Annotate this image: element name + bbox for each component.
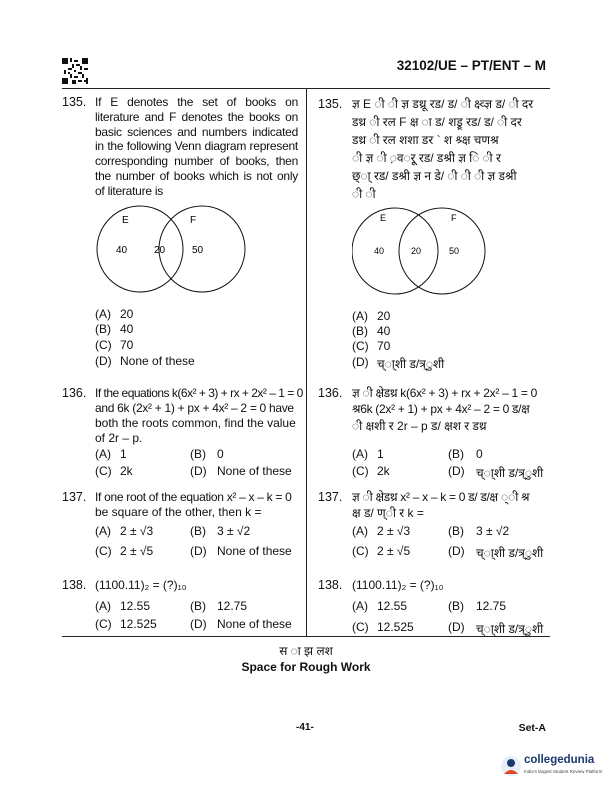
paper-code: 32102/UE – PT/ENT – M [396,58,546,73]
question-text: both the roots common, find the value [95,416,296,430]
option-text: 70 [120,338,134,352]
set-e-circle [352,208,438,294]
left-bottom-divider [62,636,306,637]
option-label: (C) [95,464,112,478]
option-text: 1 [120,447,127,461]
option-label: (C) [352,620,369,634]
option-text: None of these [217,464,292,478]
set-e-circle [97,206,183,292]
option-text: 12.55 [377,599,408,613]
rough-work-heading-hindi: स ा झ लश [279,644,333,658]
option-text: 70 [377,339,391,353]
question-text: and 6k (2x² + 1) + px + 4x² – 2 = 0 have [95,401,294,415]
collegedunia-logo-text: collegedunia [524,754,595,766]
option-text: 2k [120,464,133,478]
set-f-label: F [451,213,457,223]
option-text: 2 ± √5 [120,544,154,558]
option-label: (D) [190,617,207,631]
only-f-value: 50 [192,245,204,256]
option-text: 3 ± √2 [476,524,510,538]
question-number: 137. [318,490,343,504]
qr-code-icon [62,58,88,84]
question-text-hindi: ी ी [352,187,376,201]
question-text-hindi: ज्ञ E ी ी ज्ञ डथ्रू रड/ ड/ ी क्ष्व्ज्ञ ड/ ी दर [352,97,534,111]
option-text: 40 [377,324,391,338]
option-text: 20 [377,309,391,323]
option-label: (A) [95,307,111,321]
option-label: (B) [190,447,206,461]
option-label: (B) [448,599,464,613]
option-text-hindi: च्ा्शी ड/त्र्ुशी [476,546,544,560]
option-label: (C) [352,339,369,353]
option-label: (A) [352,599,368,613]
option-label: (D) [448,544,465,558]
option-text: 0 [476,447,483,461]
option-label: (C) [95,544,112,558]
question-number: 137. [62,490,87,504]
option-text: 12.525 [120,617,157,631]
option-label: (C) [95,338,112,352]
intersection-value: 20 [411,246,422,256]
option-label: (D) [95,354,112,368]
question-number: 135. [318,97,343,111]
option-label: (A) [352,309,368,323]
option-label: (A) [95,524,111,538]
option-label: (B) [190,524,206,538]
venn-diagram [95,205,270,295]
set-f-label: F [190,215,197,226]
option-label: (D) [190,464,207,478]
option-text-hindi: च्ा्शी ड/त्र्ुशी [476,622,544,636]
option-text: 2k [377,464,390,478]
option-text: 40 [120,322,134,336]
question-text-hindi: क्ष ड/ ण्ी र k = [352,506,424,520]
option-text: None of these [120,354,195,368]
question-text-hindi: ी क्षशी र 2r – p ड/ क्षश र डथ्र [352,419,487,433]
option-label: (B) [190,599,206,613]
page-number: -41- [296,722,314,733]
option-label: (B) [448,447,464,461]
question-number: 138. [62,578,87,592]
option-text: 12.55 [120,599,151,613]
option-text: 2 ± √5 [377,544,411,558]
option-text: 0 [217,447,224,461]
only-e-value: 40 [374,246,385,256]
option-text: 1 [377,447,384,461]
only-e-value: 40 [116,245,128,256]
question-text: (1100.11)₂ = (?)₁₀ [352,578,444,592]
option-label: (B) [95,322,111,336]
question-text: be square of the other, then k = [95,505,262,519]
collegedunia-tagline: India's largest Student Review Platform [524,769,603,774]
question-text-hindi: डथ्र ी रल F क्ष ा ड/ शड्रू रड/ ड/ ी दर [352,115,522,129]
option-label: (D) [190,544,207,558]
question-text: (1100.11)₂ = (?)₁₀ [95,578,187,592]
question-number: 135. [62,95,87,109]
set-label: Set-A [518,722,546,734]
option-label: (A) [95,599,111,613]
question-text: If the equations k(6x² + 3) + rx + 2x² – 1 = 0 [95,386,303,400]
question-text-hindi: डथ्र ी रल शशा डर ` श श्र्क्ष चणश्र [352,133,499,147]
option-label: (A) [95,447,111,461]
option-text: 2 ± √3 [377,524,411,538]
option-label: (D) [448,464,465,478]
question-text: If E denotes the set of books on literature and F denotes the books on basic sciences and numbers indicated in the following Venn diagram represent corresponding number of books, then the number of books which is not only of literature is [95,95,298,198]
option-label: (C) [352,464,369,478]
option-text: 20 [120,307,134,321]
set-e-label: E [122,215,129,226]
option-label: (B) [352,324,368,338]
venn-diagram [352,207,502,297]
intersection-value: 20 [154,245,166,256]
question-number: 136. [62,386,87,400]
question-number: 136. [318,386,343,400]
option-label: (D) [352,355,369,369]
question-text-hindi: ी ज्ञ ी ़वर्ू रड/ डश्री ज्ञ ि ी र [352,151,501,165]
option-label: (C) [95,617,112,631]
question-text: of 2r – p. [95,431,143,445]
collegedunia-logo-icon [500,754,522,778]
option-text: None of these [217,617,292,631]
option-text-hindi: च्ा्शी ड/त्र्ुशी [377,357,445,371]
option-text: 12.525 [377,620,414,634]
set-e-label: E [380,213,387,223]
option-text: 12.75 [476,599,507,613]
option-label: (A) [352,447,368,461]
only-f-value: 50 [449,246,460,256]
option-label: (C) [352,544,369,558]
question-text-hindi: श्र6k (2x² + 1) + px + 4x² – 2 = 0 ड/क्ष [352,402,530,416]
rough-work-heading: Space for Rough Work [241,660,371,674]
column-divider [306,88,307,636]
option-text-hindi: च्ा्शी ड/त्र्ुशी [476,466,544,480]
question-text-hindi: छ्ा् रड/ डश्री ज्ञ न डे/ ी ी ी ज्ञ डश्री [352,169,517,183]
option-label: (B) [448,524,464,538]
question-text: If one root of the equation x² – x – k = 0 [95,490,292,504]
option-text: None of these [217,544,292,558]
question-text-hindi: ज्ञ ी क्षेडथ्र k(6x² + 3) + rx + 2x² – 1 = 0 [352,386,538,400]
question-number: 138. [318,578,343,592]
option-label: (D) [448,620,465,634]
option-text: 12.75 [217,599,248,613]
question-text-hindi: ज्ञ ी क्षेडथ्र x² – x – k = 0 ड/ ड/क्ष ्ी श्र [352,490,530,504]
option-label: (A) [352,524,368,538]
option-text: 2 ± √3 [120,524,154,538]
option-text: 3 ± √2 [217,524,251,538]
